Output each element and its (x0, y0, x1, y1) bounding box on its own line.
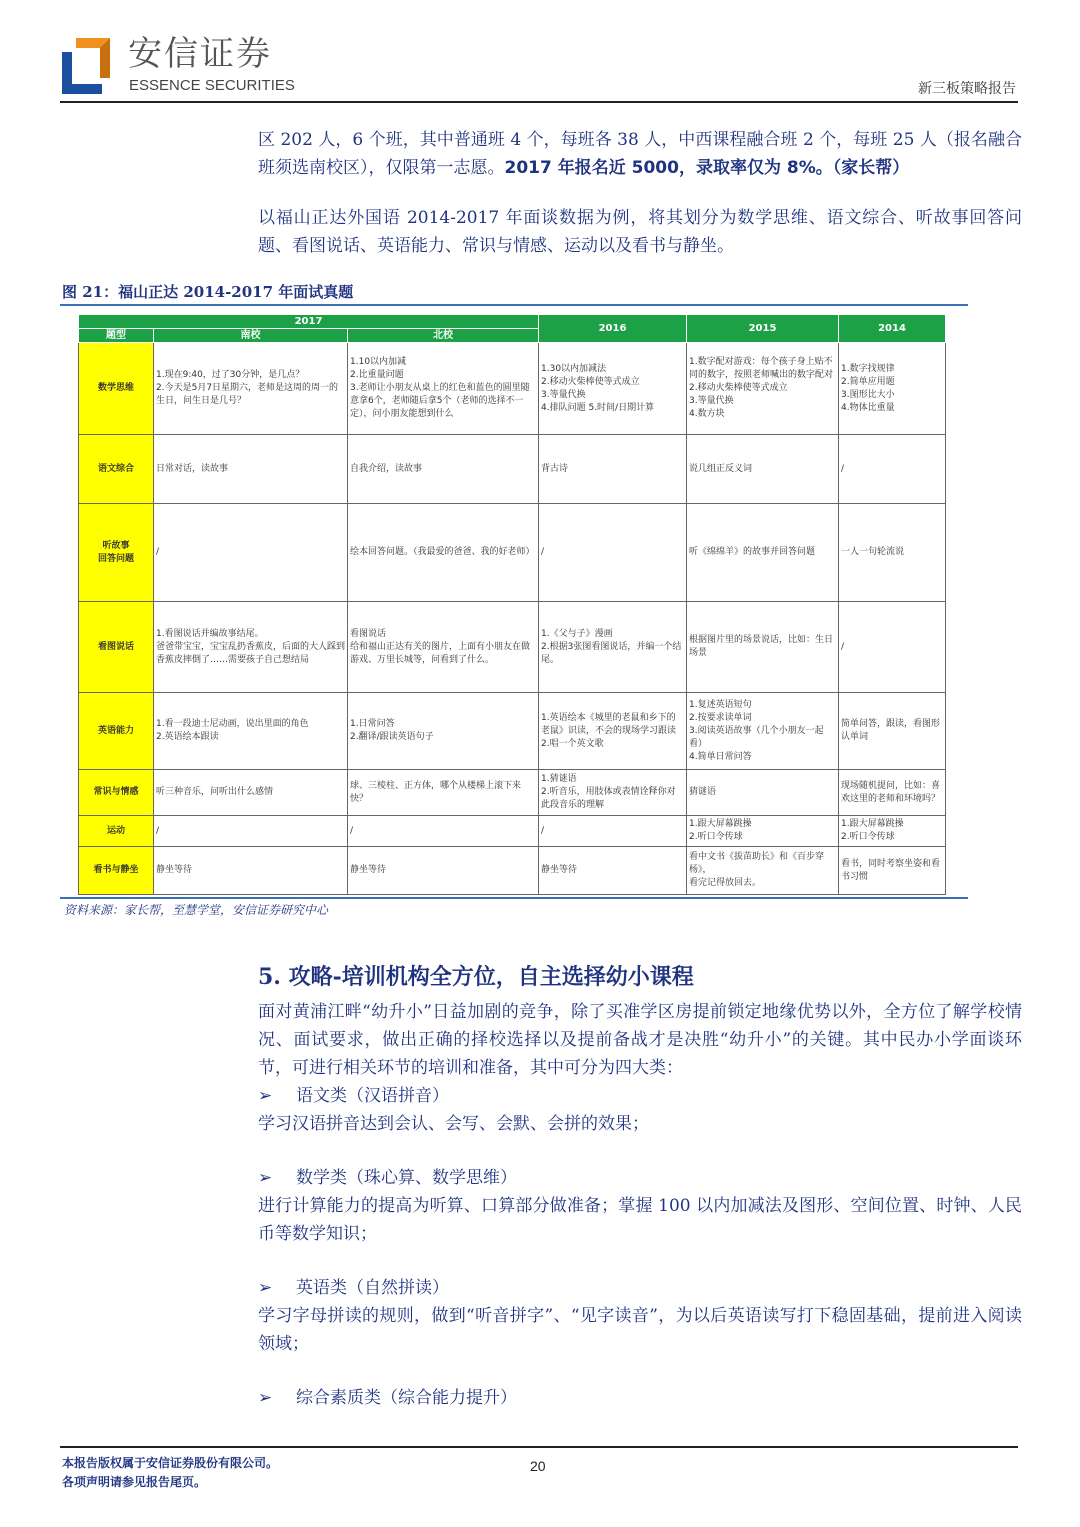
bullet-item (258, 1082, 1080, 1110)
intro-highlight: 2017 年报名近 5000，录取率仅为 8%。（家长帮） (504, 158, 910, 178)
cell-y2015: 根据图片里的场景说话，比如：生日场景 (687, 602, 839, 693)
figure-title: 图 21：福山正达 2014-2017 年面试真题 (62, 283, 354, 301)
header-2016: 2016 (539, 315, 687, 343)
table-container (78, 314, 945, 895)
bullet-item (258, 1164, 1080, 1192)
arrow-bullet-icon: ➢ (258, 1168, 273, 1188)
cell-y2015: 1.复述英语短句 2.按要求读单词 3.阅读英语故事（几个小朋友一起看） 4.简单日常问答 (687, 693, 839, 770)
bullet-text: 学习字母拼读的规则，做到“听音拼字”、“见字读音”，为以后英语读写打下稳固基础，提前进入阅读领域； (258, 1306, 1022, 1354)
cell-south: / (154, 816, 348, 847)
bullet-item (258, 1274, 1080, 1302)
cell-y2015: 说几组正反义词 (687, 435, 839, 504)
page-body (0, 126, 1080, 1412)
cell-y2016: 1.《父与子》漫画 2.根据3张图看图说话，并编一个结尾。 (539, 602, 687, 693)
bullet-title: 综合素质类（综合能力提升） (296, 1388, 517, 1408)
cell-north: 静坐等待 (348, 847, 539, 895)
cell-y2016: 1.英语绘本《城里的老鼠和乡下的老鼠》识读，不会的现场学习跟读 2.唱一个英文歌 (539, 693, 687, 770)
cell-y2014: 1.数字找规律 2.简单应用题 3.图形比大小 4.物体比重量 (839, 343, 946, 435)
row-type-cell: 数学思维 (79, 343, 154, 435)
cell-north: 看图说话 给和福山正达有关的图片，上面有小朋友在做游戏、万里长城等，问看到了什么。 (348, 602, 539, 693)
logo-chinese-name: 安信证券 (128, 34, 272, 74)
header-2017: 2017 (79, 315, 539, 329)
cell-y2015: 猜谜语 (687, 770, 839, 816)
intro-paragraph-1 (258, 126, 1022, 182)
bullet-title: 数学类（珠心算、数学思维） (296, 1168, 517, 1188)
intro-paragraph-2: 以福山正达外国语 2014-2017 年面谈数据为例，将其划分为数学思维、语文综合、听故事回答问题、看图说话、英语能力、常识与情感、运动以及看书与静坐。 (258, 208, 1022, 256)
section-title: 5. 攻略-培训机构全方位，自主选择幼小课程 (258, 964, 694, 990)
cell-y2015: 1.跟大屏幕跳操 2.听口令传球 (687, 816, 839, 847)
header-south: 南校 (154, 329, 348, 343)
cell-south: 1.看一段迪士尼动画，说出里面的角色 2.英语绘本跟读 (154, 693, 348, 770)
table-row (79, 343, 946, 435)
cell-south: / (154, 504, 348, 602)
cell-north: 1.日常问答 2.翻译/跟读英语句子 (348, 693, 539, 770)
cell-north: 1.10以内加减 2.比重量问题 3.老师让小朋友从桌上的红色和蓝色的圆里随意拿6个，老师随后拿5个（老师的选择不一定），问小朋友能想到什么 (348, 343, 539, 435)
arrow-bullet-icon: ➢ (258, 1388, 273, 1408)
table-row (79, 816, 946, 847)
cell-y2014: / (839, 602, 946, 693)
cell-y2014: 一人一句轮流说 (839, 504, 946, 602)
cell-y2016: / (539, 816, 687, 847)
intro-text: 区 202 人，6 个班，其中普通班 4 个，每班各 38 人，中西课程融合班 2 个，每班 25 人（报名融合班须选南校区），仅限第一志愿。 (258, 130, 1022, 178)
interview-questions-table (78, 314, 946, 895)
row-type-cell: 看图说话 (79, 602, 154, 693)
cell-south: 听三种音乐，问听出什么感情 (154, 770, 348, 816)
arrow-bullet-icon: ➢ (258, 1278, 273, 1298)
bullet-title: 英语类（自然拼读） (296, 1278, 449, 1298)
cell-south: 1.现在9:40，过了30分钟，是几点？ 2.今天是5月7日星期六，老师是这周的周一的生日，问生日是几号？ (154, 343, 348, 435)
cell-south: 1.看图说话并编故事结尾。 爸爸带宝宝，宝宝乱扔香蕉皮，后面的大人踩到香蕉皮摔倒了……需要孩子自己想结局 (154, 602, 348, 693)
page-number: 20 (530, 1458, 546, 1474)
bullet-title: 语文类（汉语拼音） (296, 1086, 449, 1106)
table-row (79, 504, 946, 602)
figure-source: 资料来源：家长帮，至慧学堂，安信证券研究中心 (64, 903, 329, 917)
cell-south: 日常对话，读故事 (154, 435, 348, 504)
row-type-cell: 语文综合 (79, 435, 154, 504)
logo-english-name: ESSENCE SECURITIES (129, 77, 295, 94)
header-2014: 2014 (839, 315, 946, 343)
cell-south: 静坐等待 (154, 847, 348, 895)
cell-north: 球、三棱柱、正方体，哪个从楼梯上滚下来快？ (348, 770, 539, 816)
arrow-bullet-icon: ➢ (258, 1086, 273, 1106)
header-type: 题型 (79, 329, 154, 343)
header-divider (60, 101, 1018, 103)
logo-icon (62, 38, 110, 94)
section-paragraph: 面对黄浦江畔“幼升小”日益加剧的竞争，除了买准学区房提前锁定地缘优势以外，全方位了解学校情况、面试要求，做出正确的择校选择以及提前备战才是决胜“幼升小”的关键。其中民办小学面谈环节，可进行相关环节的培训和准备，其中可分为四大类： (258, 1002, 1022, 1078)
cell-y2015: 看中文书《拔苗助长》和《百步穿杨》， 看完记得放回去。 (687, 847, 839, 895)
cell-y2014: 看书，同时考察坐姿和看书习惯 (839, 847, 946, 895)
row-type-cell: 听故事 回答问题 (79, 504, 154, 602)
footer-copyright: 本报告版权属于安信证券股份有限公司。 (62, 1456, 279, 1470)
row-type-cell: 英语能力 (79, 693, 154, 770)
table-row (79, 847, 946, 895)
figure-bottom-rule (60, 897, 968, 899)
cell-y2014: 1.跟大屏幕跳操 2.听口令传球 (839, 816, 946, 847)
row-type-cell: 常识与情感 (79, 770, 154, 816)
header-north: 北校 (348, 329, 539, 343)
figure-top-rule (60, 304, 968, 306)
footer-disclaimer: 各项声明请参见报告尾页。 (62, 1475, 207, 1489)
cell-north: / (348, 816, 539, 847)
bullet-text: 学习汉语拼音达到会认、会写、会默、会拼的效果； (258, 1114, 649, 1134)
header-2015: 2015 (687, 315, 839, 343)
cell-y2014: 现场随机提问，比如：喜欢这里的老师和环境吗？ (839, 770, 946, 816)
footer-divider (60, 1446, 1018, 1448)
table-row (79, 770, 946, 816)
cell-y2014: / (839, 435, 946, 504)
cell-y2016: 静坐等待 (539, 847, 687, 895)
cell-y2015: 听《绵绵羊》的故事并回答问题 (687, 504, 839, 602)
cell-north: 绘本回答问题。（我最爱的爸爸、我的好老师） (348, 504, 539, 602)
bullet-text: 进行计算能力的提高为听算、口算部分做准备；掌握 100 以内加减法及图形、空间位置、时钟、人民币等数学知识； (258, 1196, 1022, 1244)
cell-y2016: / (539, 504, 687, 602)
cell-y2016: 背古诗 (539, 435, 687, 504)
cell-y2015: 1.数字配对游戏：每个孩子身上贴不同的数字，按照老师喊出的数字配对 2.移动火柴棒使等式成立 3.等量代换 4.数方块 (687, 343, 839, 435)
table-row (79, 602, 946, 693)
cell-y2016: 1.30以内加减法 2.移动火柴棒使等式成立 3.等量代换 4.排队问题 5.时间/日期计算 (539, 343, 687, 435)
row-type-cell: 运动 (79, 816, 154, 847)
table-row (79, 693, 946, 770)
bullet-item (258, 1384, 1080, 1412)
row-type-cell: 看书与静坐 (79, 847, 154, 895)
report-type: 新三板策略报告 (918, 81, 1016, 97)
cell-north: 自我介绍，读故事 (348, 435, 539, 504)
table-row (79, 435, 946, 504)
cell-y2016: 1.猜谜语 2.听音乐，用肢体或表情诠释你对此段音乐的理解 (539, 770, 687, 816)
cell-y2014: 简单问答，跟读，看图形认单词 (839, 693, 946, 770)
